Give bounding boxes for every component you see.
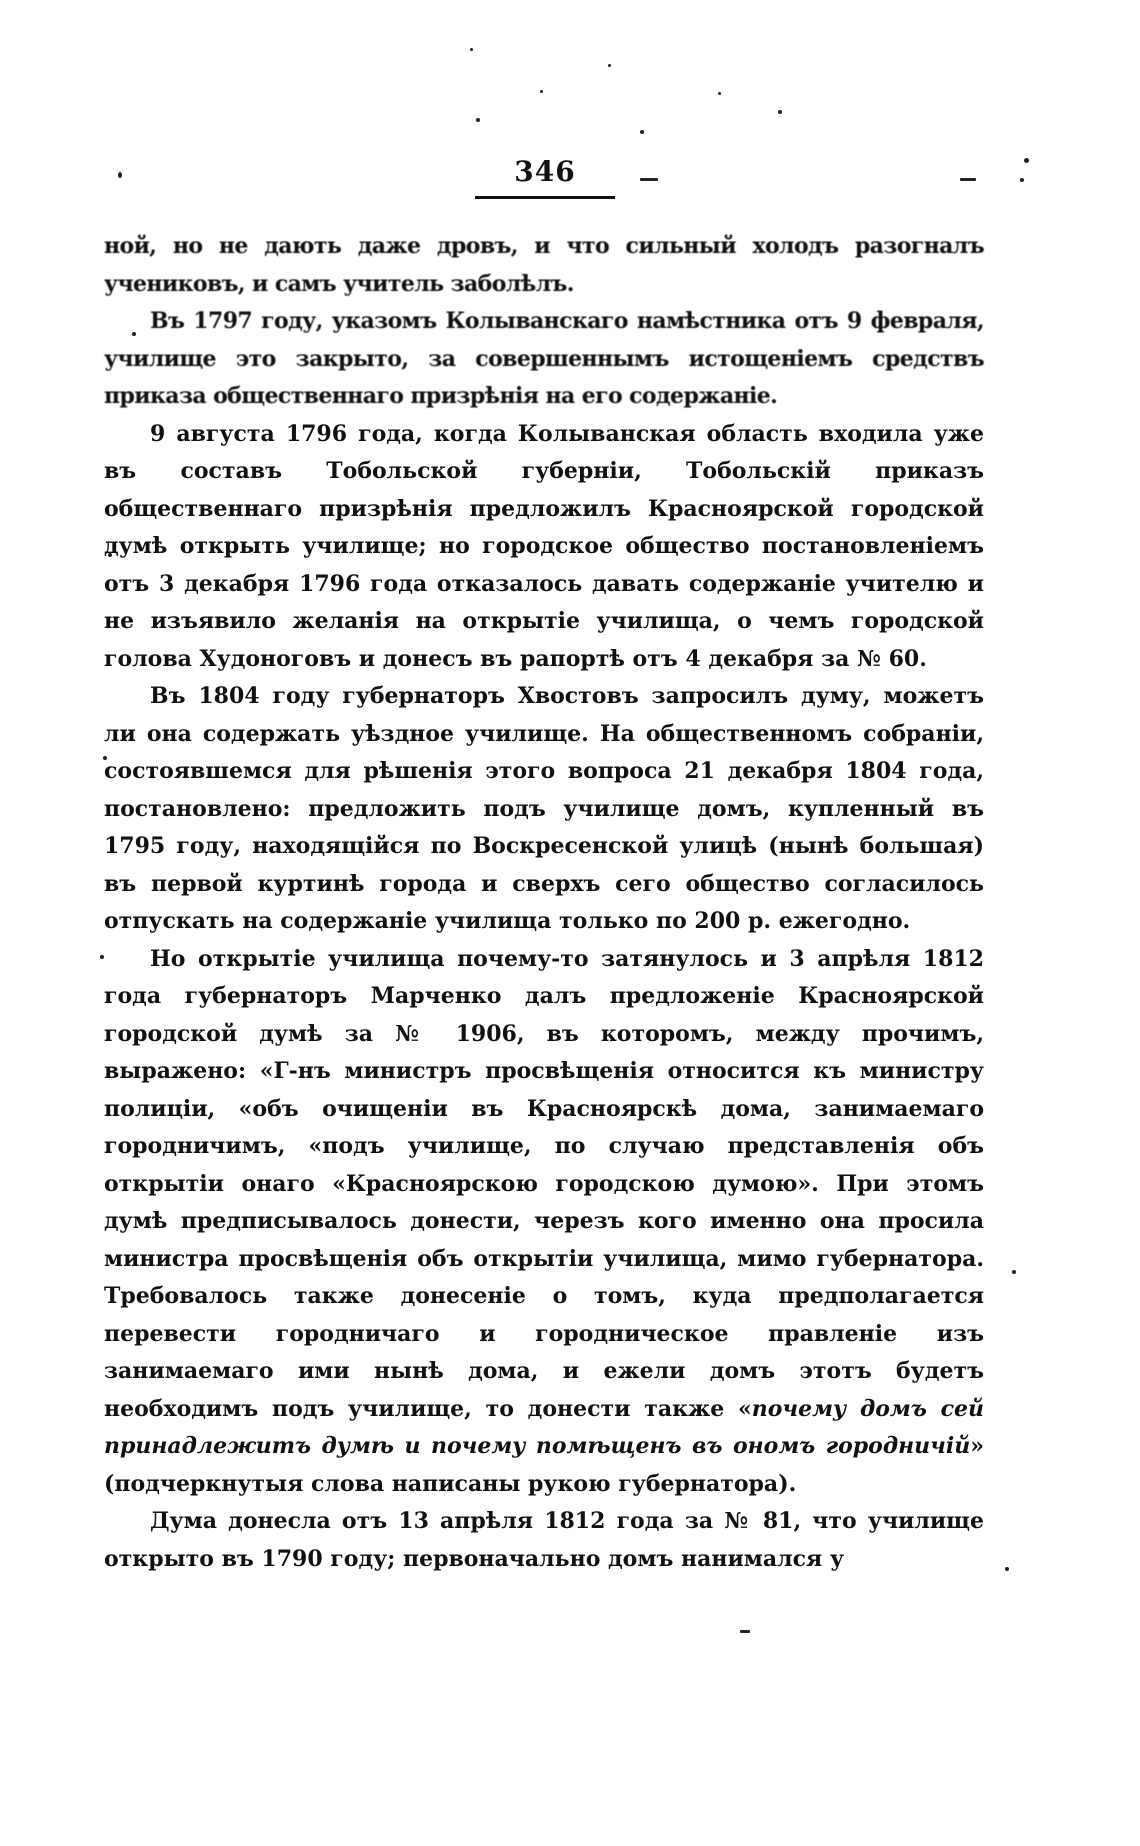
scan-speck bbox=[778, 110, 782, 114]
scan-speck bbox=[1020, 178, 1024, 182]
scan-speck bbox=[1024, 158, 1029, 163]
paragraph-4: Въ 1804 году губернаторъ Хвостовъ запросилъ думу, можетъ ли она содержать уѣздное училище. На общественномъ собраніи, состоявшемся для рѣшенія этого вопроса 21 декабря 1804 года, постановлено: предложить подъ училище домъ, купленный въ 1795 году, находящійся по Воскресенской улицѣ (нынѣ большая) въ первой куртинѣ города и сверхъ сего общество согласилось отпускать на содержаніе училища только по 200 р. ежегодно. bbox=[104, 683, 984, 934]
scan-speck bbox=[640, 130, 644, 134]
paragraph-3: 9 августа 1796 года, когда Колыванская область входила уже въ составъ Тобольской губерніи, Тобольскій приказъ общественнаго призрѣнія предложилъ Красноярской городской думѣ открыть училище; но городское общество постановленіемъ отъ 3 декабря 1796 года отказалось давать содержаніе учителю и не изъявило желанія на открытіе училища, о чемъ городской голова Худоноговъ и донесъ въ рапортѣ отъ 4 декабря за № 60. bbox=[104, 420, 984, 672]
scan-speck bbox=[740, 1630, 750, 1633]
paragraph-2: Въ 1797 году, указомъ Колыванскаго намѣстника отъ 9 февраля, училище это закрыто, за совершеннымъ истощеніемъ средствъ приказа общественнаго призрѣнія на его содержаніе. bbox=[104, 308, 984, 409]
paragraph-6: Дума донесла отъ 13 апрѣля 1812 года за № 81, что училище открыто въ 1790 году; первоначально домъ нанимался у bbox=[104, 1508, 984, 1572]
scan-speck bbox=[1005, 1567, 1009, 1571]
scan-speck bbox=[1012, 1270, 1016, 1274]
scan-speck bbox=[960, 178, 976, 181]
paragraph-1: ной, но не дають даже дровъ, и что сильный холодъ разогналъ учениковъ, и самъ учитель заболѣлъ. bbox=[104, 233, 984, 297]
paragraph-5-text: Но открытіе училища почему-то затянулось и 3 апрѣля 1812 года губернаторъ Марченко далъ предложеніе Красноярской городской думѣ за № 1906, въ которомъ, между прочимъ, выражено: «Г-нъ министръ просвѣщенія относится къ министру полиціи, «объ очищеніи въ Красноярскѣ дома, занимаемаго городничимъ, «подъ училище, по случаю представленія объ открытіи онаго «Красноярскою городскою думою». При этомъ думѣ предписывалось донести, черезъ кого именно она просила министра просвѣщенія объ открытіи училища, мимо губернатора. Требовалось также донесеніе о томъ, куда предполагается перевести городничаго и городническое правленіе изъ занимаемаго ими нынѣ дома, и ежели домъ этотъ будетъ необходимъ подъ училище, то донести также « bbox=[104, 945, 984, 1422]
scan-speck bbox=[470, 48, 473, 51]
scan-speck bbox=[608, 64, 611, 67]
scan-speck bbox=[476, 118, 480, 122]
underlined-quote: почему домъ сей принадлежитъ думѣ и почему помѣщенъ въ ономъ городничій bbox=[104, 1395, 984, 1459]
paragraph-5 bbox=[104, 941, 984, 1504]
scan-speck bbox=[640, 178, 658, 181]
page-number: 346 bbox=[514, 155, 576, 188]
scan-speck bbox=[718, 92, 721, 95]
scan-speck bbox=[118, 172, 122, 178]
body-text bbox=[104, 228, 984, 1578]
page-number-rule bbox=[475, 196, 615, 199]
scan-speck bbox=[540, 90, 543, 93]
paragraph-5-tail: » (подчеркнутыя слова написаны рукою губернатора). bbox=[104, 1433, 984, 1497]
